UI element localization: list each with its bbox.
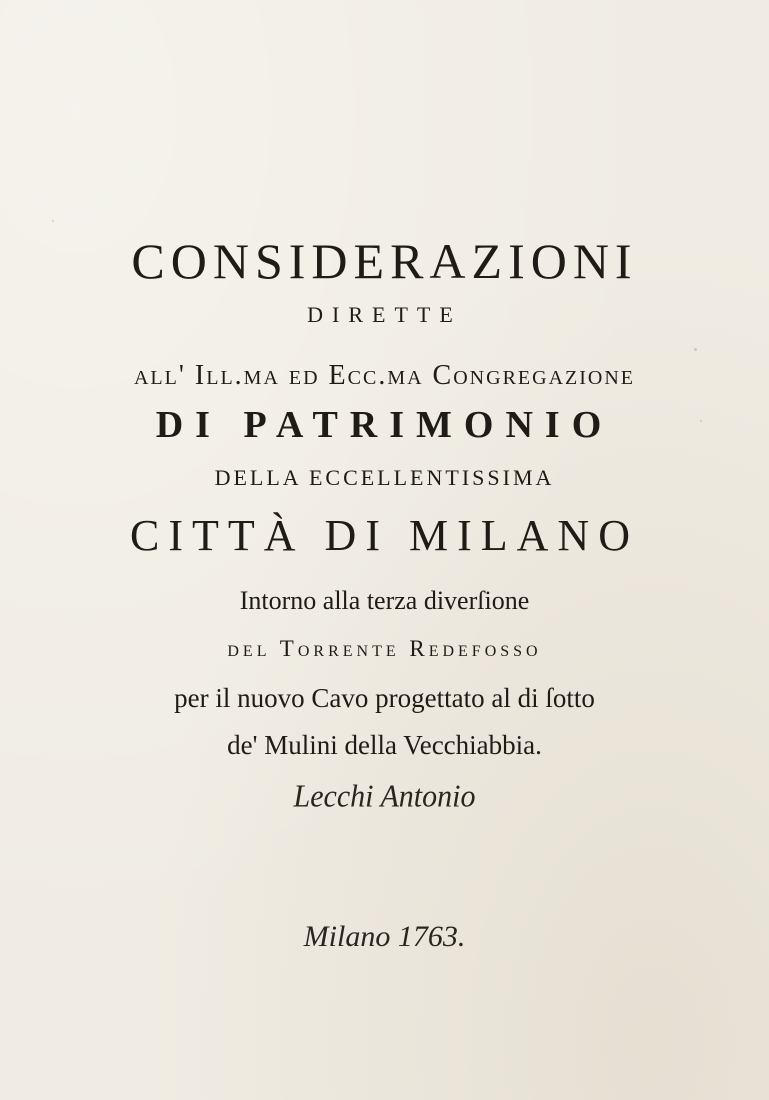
- subtitle-line-cavo: per il nuovo Cavo progettato al di ſotto: [174, 683, 595, 713]
- title-line-dirette: DIRETTE: [307, 302, 462, 327]
- subtitle-line-mulini: de' Mulini della Vecchiabbia.: [227, 730, 542, 760]
- title-line-congregazione: all' Ill.ma ed Ecc.ma Congregazione: [133, 360, 635, 391]
- subtitle-line-torrente: del Torrente Redefosso: [227, 636, 542, 661]
- handwritten-place-date: Milano 1763.: [303, 920, 466, 953]
- paper-spot: [52, 220, 54, 222]
- subtitle-line-intorno: Intorno alla terza diverſione: [239, 586, 530, 615]
- title-line-patrimonio: DI PATRIMONIO: [155, 404, 614, 446]
- handwritten-signature: Lecchi Antonio: [293, 779, 476, 814]
- title-line-citta: CITTÀ DI MILANO: [130, 511, 639, 560]
- paper-spot: [700, 420, 702, 422]
- page-title: CONSIDERAZIONI: [131, 233, 638, 289]
- title-line-della: DELLA ECCELLENTISSIMA: [214, 465, 555, 490]
- paper-spot: [694, 348, 697, 351]
